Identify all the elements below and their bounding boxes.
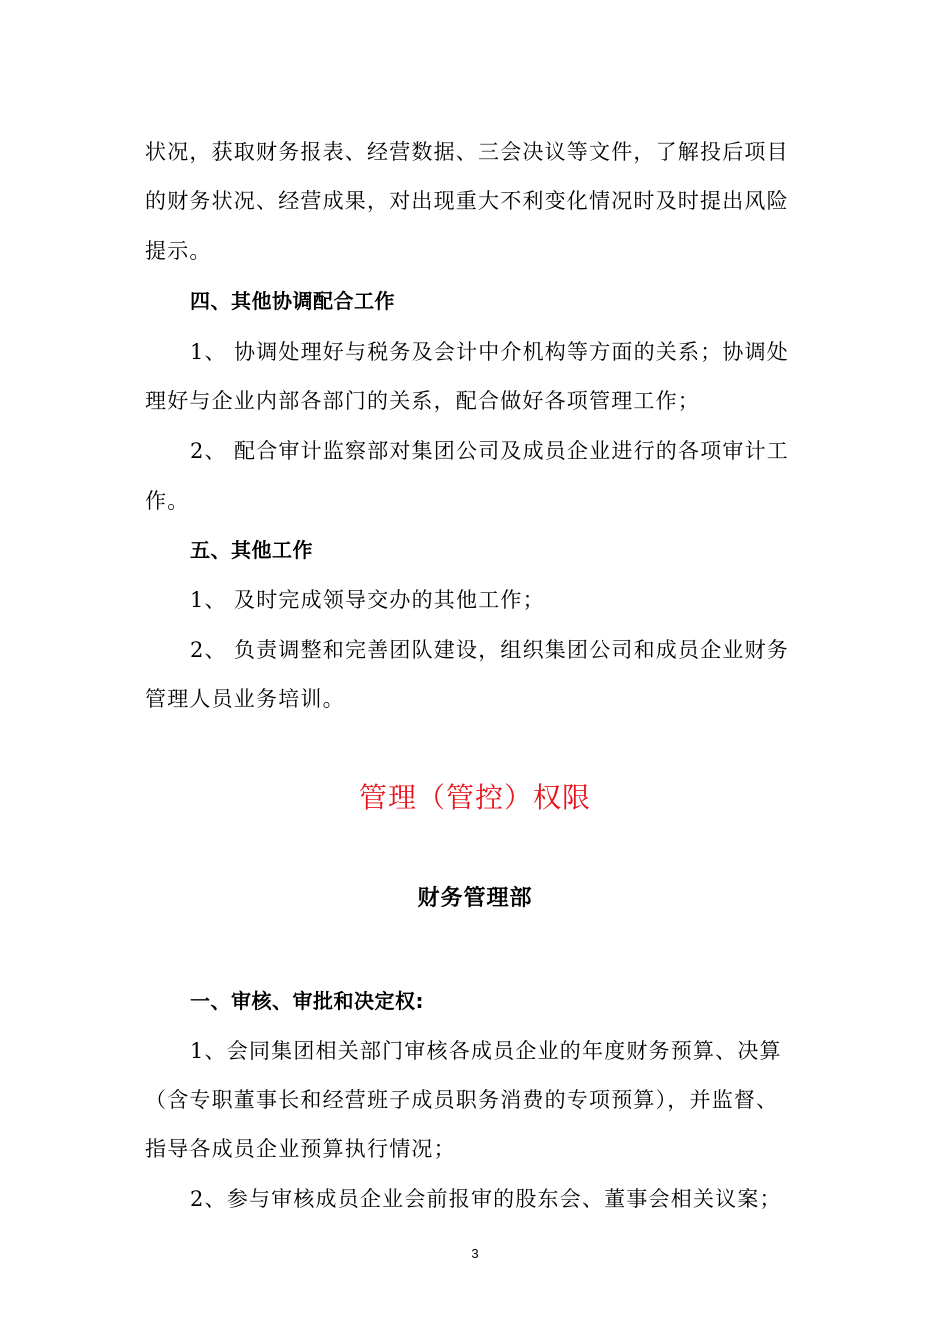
paragraph-line: 状况，获取财务报表、经营数据、三会决议等文件，了解投后项目 bbox=[145, 140, 789, 164]
department-title: 财务管理部 bbox=[417, 886, 533, 911]
authority-title: 管理（管控）权限 bbox=[358, 781, 591, 814]
list-item bbox=[190, 635, 850, 665]
authority-item-line: （含专职董事长和经营班子成员职务消费的专项预算），并监督、 bbox=[145, 1088, 779, 1112]
section-heading-4: 四、其他协调配合工作 bbox=[190, 289, 395, 313]
list-item-text: 协调处理好与税务及会计中介机构等方面的关系；协调处 bbox=[234, 340, 789, 364]
list-item-number: 1、 bbox=[190, 340, 227, 364]
list-item-continuation: 管理人员业务培训。 bbox=[145, 687, 345, 711]
section-heading-5: 五、其他工作 bbox=[190, 538, 313, 562]
list-item-text: 负责调整和完善团队建设，组织集团公司和成员企业财务 bbox=[234, 638, 789, 662]
page-number: 3 bbox=[471, 1246, 479, 1261]
list-item-continuation: 理好与企业内部各部门的关系，配合做好各项管理工作； bbox=[145, 389, 700, 413]
list-item bbox=[190, 337, 850, 367]
paragraph-line: 的财务状况、经营成果，对出现重大不利变化情况时及时提出风险 bbox=[145, 189, 789, 213]
authority-section-heading: 一、审核、审批和决定权: bbox=[190, 989, 424, 1013]
list-item-number: 2、 bbox=[190, 638, 227, 662]
authority-item-line: 指导各成员企业预算执行情况； bbox=[145, 1137, 456, 1161]
list-item-number: 1、 bbox=[190, 588, 227, 612]
authority-item-line: 1、会同集团相关部门审核各成员企业的年度财务预算、决算 bbox=[190, 1039, 782, 1063]
list-item-text: 及时完成领导交办的其他工作； bbox=[234, 588, 545, 612]
paragraph-line: 提示。 bbox=[145, 239, 212, 263]
list-item-number: 2、 bbox=[190, 439, 227, 463]
list-item bbox=[190, 436, 850, 466]
authority-item-line: 2、参与审核成员企业会前报审的股东会、董事会相关议案； bbox=[190, 1187, 782, 1211]
list-item-continuation: 作。 bbox=[145, 489, 190, 513]
list-item bbox=[190, 585, 850, 615]
list-item-text: 配合审计监察部对集团公司及成员企业进行的各项审计工 bbox=[234, 439, 789, 463]
